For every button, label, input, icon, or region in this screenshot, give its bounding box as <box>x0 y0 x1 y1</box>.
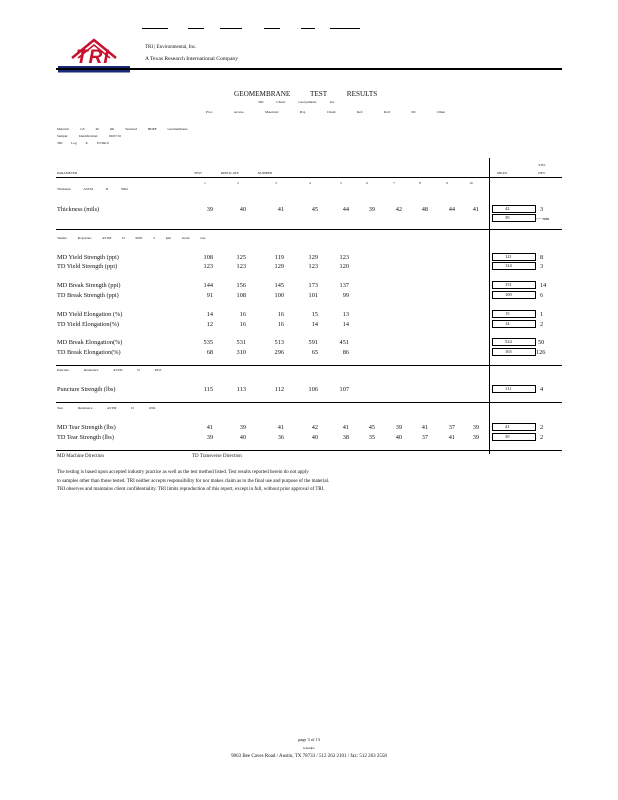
replicate-value: 42 <box>311 424 318 431</box>
rule-section-3 <box>56 402 562 403</box>
replicate-value: 173 <box>308 282 318 289</box>
replicate-value: 39 <box>206 434 213 441</box>
sample-info-3: TRI Log #: E2366-9 <box>57 141 109 145</box>
replicate-value: 44 <box>342 206 349 213</box>
replicate-value: 45 <box>311 206 318 213</box>
replicate-value: 535 <box>203 339 213 346</box>
replicate-value: 113 <box>236 386 246 393</box>
mean-box: 121 <box>492 253 536 261</box>
replicate-value: 123 <box>203 263 213 270</box>
replicate-value: 14 <box>342 321 349 328</box>
replicate-value: 100 <box>274 292 284 299</box>
method-tensile: Tensile Properties ASTM D 6693 2 ipm strain rate <box>57 236 206 240</box>
sample-info-2: Sample: Identification: 09/07/10 <box>57 134 122 138</box>
replicate-value: 42 <box>395 206 402 213</box>
replicate-value: 41 <box>342 424 349 431</box>
header-strip-3 <box>220 28 242 29</box>
row-label: MD Tear Strength (lbs) <box>57 424 116 431</box>
row-label: TD Yield Strength (ppi) <box>57 263 118 270</box>
page-number: page 3 of 13 <box>298 737 320 742</box>
replicate-value: 13 <box>342 311 349 318</box>
footer-address: 9063 Bee Caves Road / Austin, TX 78733 / 512 263 2101 / fax: 512 263 2558 <box>231 754 387 759</box>
replicate-value: 40 <box>239 206 246 213</box>
mean-box: 41 <box>492 423 536 431</box>
replicate-value: 145 <box>274 282 284 289</box>
row-label: Puncture Strength (lbs) <box>57 386 116 393</box>
mean-box: 39 <box>492 433 536 441</box>
replicate-value: 123 <box>339 254 349 261</box>
replicate-value: 40 <box>395 434 402 441</box>
disclaimer-line-1: The testing is based upon accepted industry practice as well as the test method listed. Test results reported herein do not apply <box>57 470 309 475</box>
std-value: 1 <box>540 311 544 318</box>
replicate-value: 12 <box>206 321 213 328</box>
replicate-value: 101 <box>308 292 318 299</box>
method-thickness: Thickness ASTM D 5994 <box>57 187 128 191</box>
replicate-value: 39 <box>472 434 479 441</box>
replicate-value: 41 <box>277 424 284 431</box>
replicate-value: 41 <box>472 206 479 213</box>
report-subtitle: TRI Client: Geosynthetic, Inc. <box>258 100 336 104</box>
replicate-value: 41 <box>206 424 213 431</box>
replicate-value: 39 <box>472 424 479 431</box>
replicate-number: 1 <box>204 181 206 185</box>
replicate-value: 513 <box>274 339 284 346</box>
replicate-number: 3 <box>275 181 277 185</box>
replicate-value: 86 <box>342 349 349 356</box>
row-label: Thickness (mils) <box>57 206 100 213</box>
method-puncture: Puncture Resistance ASTM D 4833 <box>57 368 162 372</box>
row-label: MD Break Elongation(%) <box>57 339 123 346</box>
mean-box: 39 <box>492 214 536 222</box>
replicate-value: 115 <box>203 386 213 393</box>
replicate-number: 7 <box>393 181 395 185</box>
replicate-number: 8 <box>419 181 421 185</box>
replicate-value: 591 <box>308 339 318 346</box>
rule-section-2 <box>56 365 562 366</box>
replicate-number: 2 <box>237 181 239 185</box>
row-label: MD Yield Strength (ppi) <box>57 254 119 261</box>
replicate-value: 65 <box>311 349 318 356</box>
replicate-value: 39 <box>206 206 213 213</box>
replicate-value: 44 <box>448 206 455 213</box>
replicate-value: 37 <box>421 434 428 441</box>
replicate-value: 40 <box>311 434 318 441</box>
replicate-value: 107 <box>339 386 349 393</box>
min-note: <-- min <box>536 216 550 221</box>
col-std: STD. DEV. <box>538 163 546 175</box>
replicate-value: 36 <box>277 434 284 441</box>
replicate-value: 123 <box>236 263 246 270</box>
replicate-value: 310 <box>236 349 246 356</box>
replicate-value: 106 <box>308 386 318 393</box>
company-line: TRI | Environmental, Inc. <box>145 45 197 50</box>
company-subline: A Texas Research International Company <box>145 56 239 62</box>
std-value: 2 <box>540 424 544 431</box>
mean-box: 100 <box>492 291 536 299</box>
disclaimer-line-2: to samples other than those tested. TRI neither accepts responsibility for nor makes claim as to the final use and purpose of the material. <box>57 479 330 484</box>
std-value: 126 <box>536 349 546 356</box>
mean-column-divider <box>489 158 490 454</box>
std-value: 2 <box>540 321 544 328</box>
replicate-value: 41 <box>421 424 428 431</box>
mean-box: 15 <box>492 310 536 318</box>
replicate-number: 6 <box>366 181 368 185</box>
header-strip-6 <box>330 28 360 29</box>
replicate-value: 48 <box>421 206 428 213</box>
replicate-value: 156 <box>236 282 246 289</box>
rule-after-header <box>56 177 562 178</box>
col-test: TEST REPLICATE NUMBER <box>194 171 273 175</box>
replicate-value: 38 <box>342 434 349 441</box>
replicate-value: 35 <box>368 434 375 441</box>
replicate-value: 144 <box>203 282 213 289</box>
std-value: 6 <box>540 292 544 299</box>
std-value: 50 <box>538 339 545 346</box>
replicate-value: 14 <box>311 321 318 328</box>
replicate-value: 296 <box>274 349 284 356</box>
replicate-number: 10 <box>469 181 473 185</box>
legend-td: TD Transverse Direction <box>192 454 242 459</box>
replicate-value: 123 <box>308 263 318 270</box>
replicate-value: 39 <box>239 424 246 431</box>
replicate-value: 39 <box>395 424 402 431</box>
logo-text: TRI <box>76 47 110 68</box>
replicate-value: 125 <box>236 254 246 261</box>
col-parameter: PARAMETER <box>57 171 78 175</box>
row-label: TD Yield Elongation(%) <box>57 321 120 328</box>
header-strip-5 <box>301 28 315 29</box>
replicate-value: 40 <box>239 434 246 441</box>
rule-table-end <box>56 450 562 451</box>
std-value: 4 <box>540 386 544 393</box>
replicate-value: 37 <box>448 424 455 431</box>
report-title: GEOMEMBRANE TEST RESULTS <box>234 90 378 98</box>
mean-box: 42 <box>492 205 536 213</box>
replicate-value: 120 <box>339 263 349 270</box>
mean-box: 124 <box>492 262 536 270</box>
method-tear: Tear Resistance ASTM D 1004 <box>57 406 156 410</box>
replicate-value: 108 <box>203 254 213 261</box>
mean-box: 524 <box>492 338 536 346</box>
replicate-value: 16 <box>277 321 284 328</box>
replicate-value: 129 <box>308 254 318 261</box>
replicate-value: 119 <box>274 254 284 261</box>
footer-line-2: lenalqbe <box>303 746 315 750</box>
replicate-value: 15 <box>311 311 318 318</box>
replicate-value: 129 <box>274 263 284 270</box>
mean-box: 111 <box>492 385 536 393</box>
legend-md: MD Machine Direction <box>57 454 104 459</box>
std-value: 3 <box>540 206 544 213</box>
replicate-number: 9 <box>446 181 448 185</box>
replicate-value: 16 <box>239 321 246 328</box>
replicate-value: 39 <box>368 206 375 213</box>
row-label: TD Break Elongation(%) <box>57 349 121 356</box>
std-value: 3 <box>540 263 544 270</box>
std-value: 8 <box>540 254 544 261</box>
replicate-value: 16 <box>239 311 246 318</box>
replicate-value: 99 <box>342 292 349 299</box>
replicate-value: 91 <box>206 292 213 299</box>
replicate-value: 16 <box>277 311 284 318</box>
replicate-value: 41 <box>277 206 284 213</box>
header-strip-1 <box>142 28 168 29</box>
replicate-value: 112 <box>274 386 284 393</box>
mean-box: 151 <box>492 281 536 289</box>
replicate-value: 14 <box>206 311 213 318</box>
row-label: MD Break Strength (ppi) <box>57 282 121 289</box>
disclaimer-line-3: TRI observes and maintains client confidentiality. TRI limits reproduction of this report, except in full, without prior approval of TRI. <box>57 487 325 492</box>
row-label: MD Yield Elongation (%) <box>57 311 123 318</box>
row-label: TD Break Strength (ppi) <box>57 292 119 299</box>
std-value: 2 <box>540 434 544 441</box>
row-label: TD Tear Strength (lbs) <box>57 434 114 441</box>
replicate-number: 4 <box>309 181 311 185</box>
replicate-value: 45 <box>368 424 375 431</box>
mean-box: 165 <box>492 348 536 356</box>
header-strip-2 <box>188 28 204 29</box>
rule-section-1 <box>56 229 562 230</box>
replicate-value: 531 <box>236 339 246 346</box>
sample-info-1: Material: GS 40 mil Textured HDPE Geomembrane <box>57 127 188 131</box>
replicate-value: 137 <box>339 282 349 289</box>
replicate-value: 41 <box>448 434 455 441</box>
replicate-number: 5 <box>340 181 342 185</box>
header-rule <box>56 68 562 70</box>
std-value: 14 <box>540 282 547 289</box>
header-strip-4 <box>264 28 280 29</box>
replicate-value: 68 <box>206 349 213 356</box>
col-mean: MEAN <box>497 171 507 175</box>
test-info-row: Proc. Access. Materials: Proj. Client: Ref: Roll: ID: Clmet <box>206 110 446 114</box>
mean-box: 14 <box>492 320 536 328</box>
replicate-value: 451 <box>339 339 349 346</box>
replicate-value: 108 <box>236 292 246 299</box>
